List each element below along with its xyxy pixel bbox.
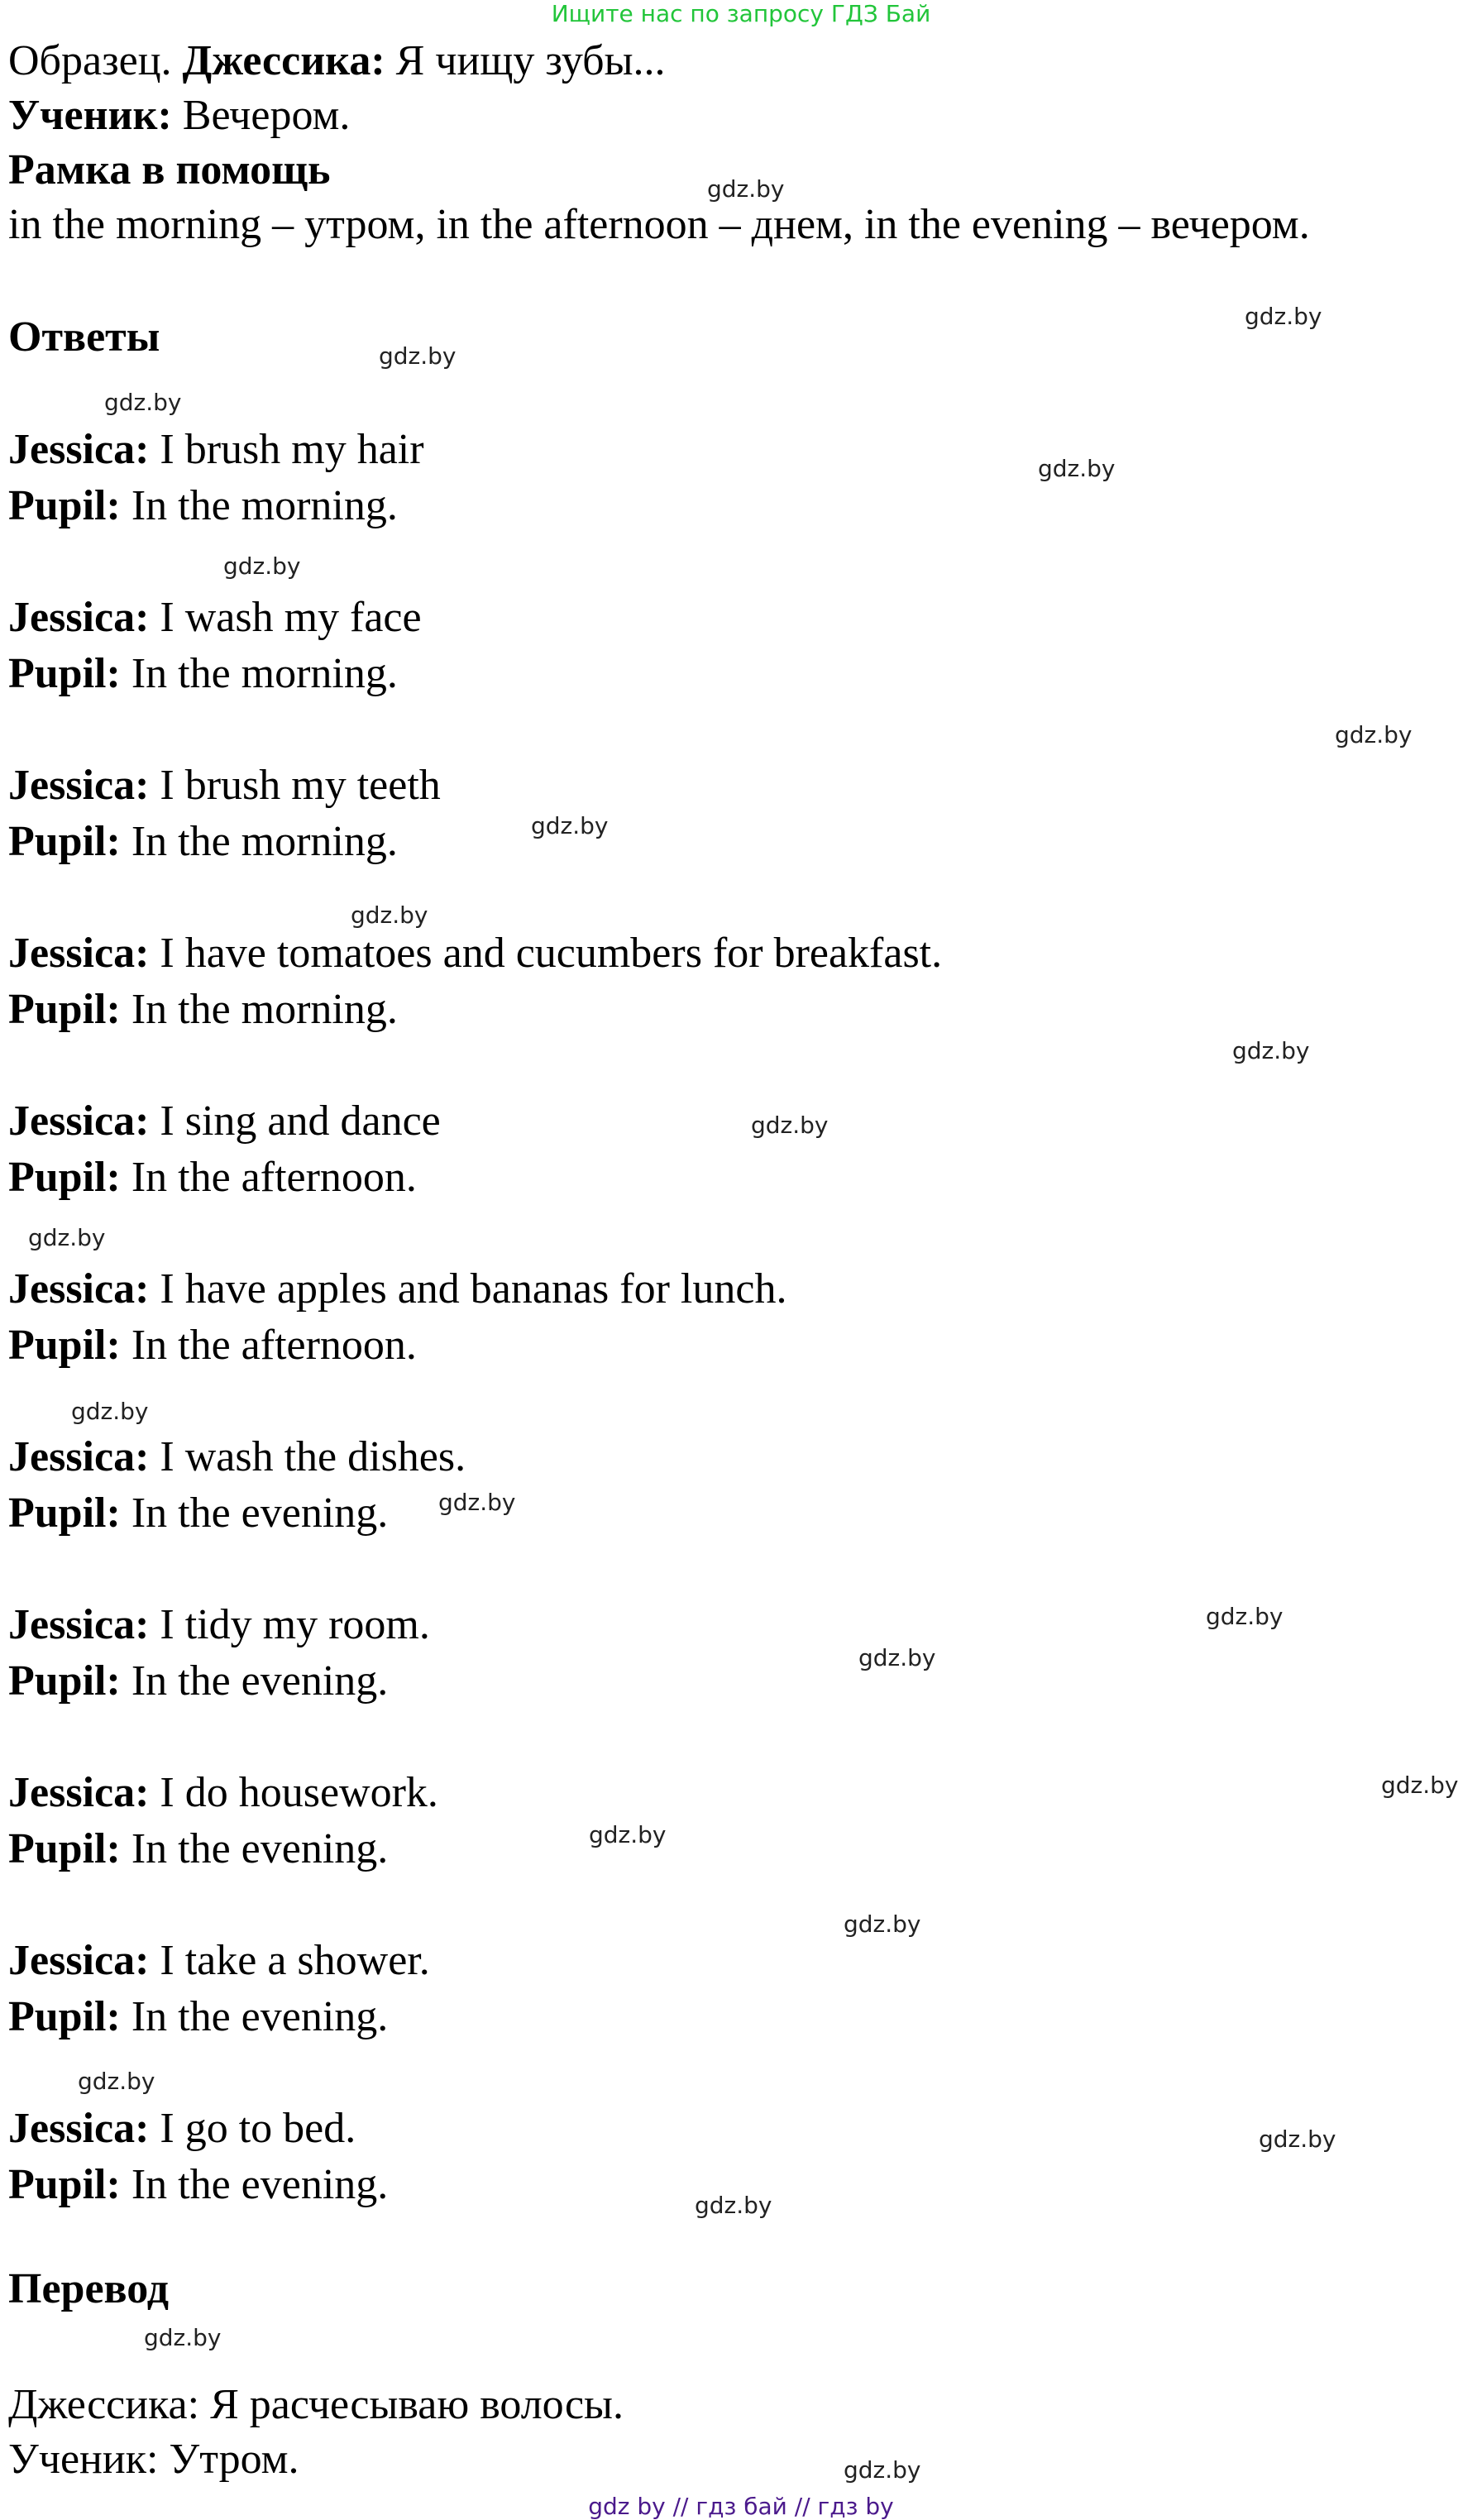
watermark-text: gdz.by xyxy=(844,1910,921,1938)
jessica-line xyxy=(8,761,441,811)
watermark-text: gdz.by xyxy=(144,2324,222,2351)
answers-title: Ответы xyxy=(8,313,160,361)
pupil-line xyxy=(8,1992,388,2042)
jessica-text: I have apples and bananas for lunch. xyxy=(149,1265,787,1313)
pupil-label: Pupil: xyxy=(8,986,121,1033)
translation-line-1: Джессика: Я расчесываю волосы. xyxy=(8,2381,624,2428)
watermark-text: gdz.by xyxy=(71,1398,149,1425)
jessica-label: Jessica: xyxy=(8,930,150,977)
translation-title: Перевод xyxy=(8,2265,170,2312)
footer-links[interactable]: gdz by // гдз бай // гдз by xyxy=(588,2493,894,2520)
jessica-label: Jessica: xyxy=(8,2105,150,2152)
sample-line xyxy=(8,36,666,86)
translation-line-2: Ученик: Утром. xyxy=(8,2436,299,2483)
jessica-line xyxy=(8,1768,438,1818)
pupil-text: In the afternoon. xyxy=(120,1154,417,1201)
jessica-line xyxy=(8,593,422,643)
watermark-text: gdz.by xyxy=(695,2192,772,2219)
watermark-text: gdz.by xyxy=(1206,1603,1284,1630)
jessica-text: I brush my hair xyxy=(149,426,424,473)
pupil-label: Pupil: xyxy=(8,482,121,529)
watermark-text: gdz.by xyxy=(751,1112,829,1139)
pupil-text: In the evening. xyxy=(120,1490,389,1537)
sample-pupil-label: Ученик: xyxy=(8,92,172,139)
pupil-label: Pupil: xyxy=(8,818,121,865)
watermark-text: gdz.by xyxy=(78,2068,155,2095)
search-banner[interactable]: Ищите нас по запросу ГДЗ Бай xyxy=(551,0,931,27)
pupil-text: In the evening. xyxy=(120,1825,389,1872)
jessica-text: I sing and dance xyxy=(149,1097,441,1145)
jessica-label: Jessica: xyxy=(8,1097,150,1145)
watermark-text: gdz.by xyxy=(438,1489,516,1516)
jessica-label: Jessica: xyxy=(8,1769,150,1816)
jessica-label: Jessica: xyxy=(8,426,150,473)
jessica-line xyxy=(8,1432,466,1482)
jessica-line xyxy=(8,929,942,978)
jessica-text: I wash my face xyxy=(149,594,422,641)
jessica-text: I go to bed. xyxy=(149,2105,356,2152)
sample-jessica-label: Джессика: xyxy=(182,37,385,84)
jessica-label: Jessica: xyxy=(8,762,150,809)
watermark-text: gdz.by xyxy=(1335,721,1413,748)
jessica-label: Jessica: xyxy=(8,594,150,641)
watermark-text: gdz.by xyxy=(104,389,182,416)
pupil-line xyxy=(8,1657,388,1706)
pupil-line xyxy=(8,1489,388,1538)
jessica-label: Jessica: xyxy=(8,1265,150,1313)
help-frame-text: in the morning – утром, in the afternoon – днем, in the evening – вечером. xyxy=(8,201,1310,248)
pupil-text: In the morning. xyxy=(120,986,398,1033)
jessica-line xyxy=(8,1600,430,1650)
sample-pupil-line xyxy=(8,91,350,141)
pupil-text: In the morning. xyxy=(120,650,398,697)
jessica-text: I tidy my room. xyxy=(149,1601,430,1648)
watermark-text: gdz.by xyxy=(858,1644,936,1671)
watermark-text: gdz.by xyxy=(531,812,609,839)
pupil-line xyxy=(8,985,398,1035)
pupil-line xyxy=(8,1153,417,1203)
pupil-line xyxy=(8,817,398,867)
pupil-label: Pupil: xyxy=(8,1993,121,2040)
jessica-line xyxy=(8,1265,786,1314)
sample-pupil-text: Вечером. xyxy=(171,92,351,139)
jessica-text: I do housework. xyxy=(149,1769,438,1816)
pupil-label: Pupil: xyxy=(8,1657,121,1705)
pupil-label: Pupil: xyxy=(8,2161,121,2208)
jessica-text: I have tomatoes and cucumbers for breakfast. xyxy=(149,930,943,977)
watermark-text: gdz.by xyxy=(707,175,785,203)
pupil-line xyxy=(8,2160,388,2210)
jessica-line xyxy=(8,1936,430,1986)
pupil-text: In the afternoon. xyxy=(120,1322,417,1369)
jessica-text: I brush my teeth xyxy=(149,762,441,809)
pupil-label: Pupil: xyxy=(8,650,121,697)
watermark-text: gdz.by xyxy=(379,342,457,370)
jessica-label: Jessica: xyxy=(8,1433,150,1480)
pupil-label: Pupil: xyxy=(8,1154,121,1201)
pupil-text: In the morning. xyxy=(120,818,398,865)
pupil-line xyxy=(8,481,398,531)
sample-jessica-text: Я чищу зубы... xyxy=(385,37,666,84)
pupil-label: Pupil: xyxy=(8,1322,121,1369)
watermark-text: gdz.by xyxy=(351,901,428,929)
watermark-text: gdz.by xyxy=(844,2456,921,2484)
pupil-line xyxy=(8,649,398,699)
jessica-label: Jessica: xyxy=(8,1937,150,1984)
watermark-text: gdz.by xyxy=(223,552,301,580)
help-frame-title: Рамка в помощь xyxy=(8,146,331,194)
watermark-text: gdz.by xyxy=(1259,2126,1336,2153)
pupil-label: Pupil: xyxy=(8,1490,121,1537)
watermark-text: gdz.by xyxy=(28,1224,106,1251)
pupil-text: In the evening. xyxy=(120,1993,389,2040)
pupil-label: Pupil: xyxy=(8,1825,121,1872)
sample-label: Образец. xyxy=(8,37,172,84)
pupil-text: In the morning. xyxy=(120,482,398,529)
jessica-text: I wash the dishes. xyxy=(149,1433,466,1480)
jessica-line xyxy=(8,2104,356,2154)
watermark-text: gdz.by xyxy=(589,1821,667,1848)
watermark-text: gdz.by xyxy=(1232,1037,1310,1064)
jessica-line xyxy=(8,1097,441,1146)
pupil-text: In the evening. xyxy=(120,2161,389,2208)
pupil-line xyxy=(8,1824,388,1874)
jessica-text: I take a shower. xyxy=(149,1937,430,1984)
pupil-text: In the evening. xyxy=(120,1657,389,1705)
jessica-label: Jessica: xyxy=(8,1601,150,1648)
watermark-text: gdz.by xyxy=(1381,1772,1459,1799)
watermark-text: gdz.by xyxy=(1245,303,1322,330)
watermark-text: gdz.by xyxy=(1038,455,1116,482)
pupil-line xyxy=(8,1321,417,1370)
jessica-line xyxy=(8,425,424,475)
